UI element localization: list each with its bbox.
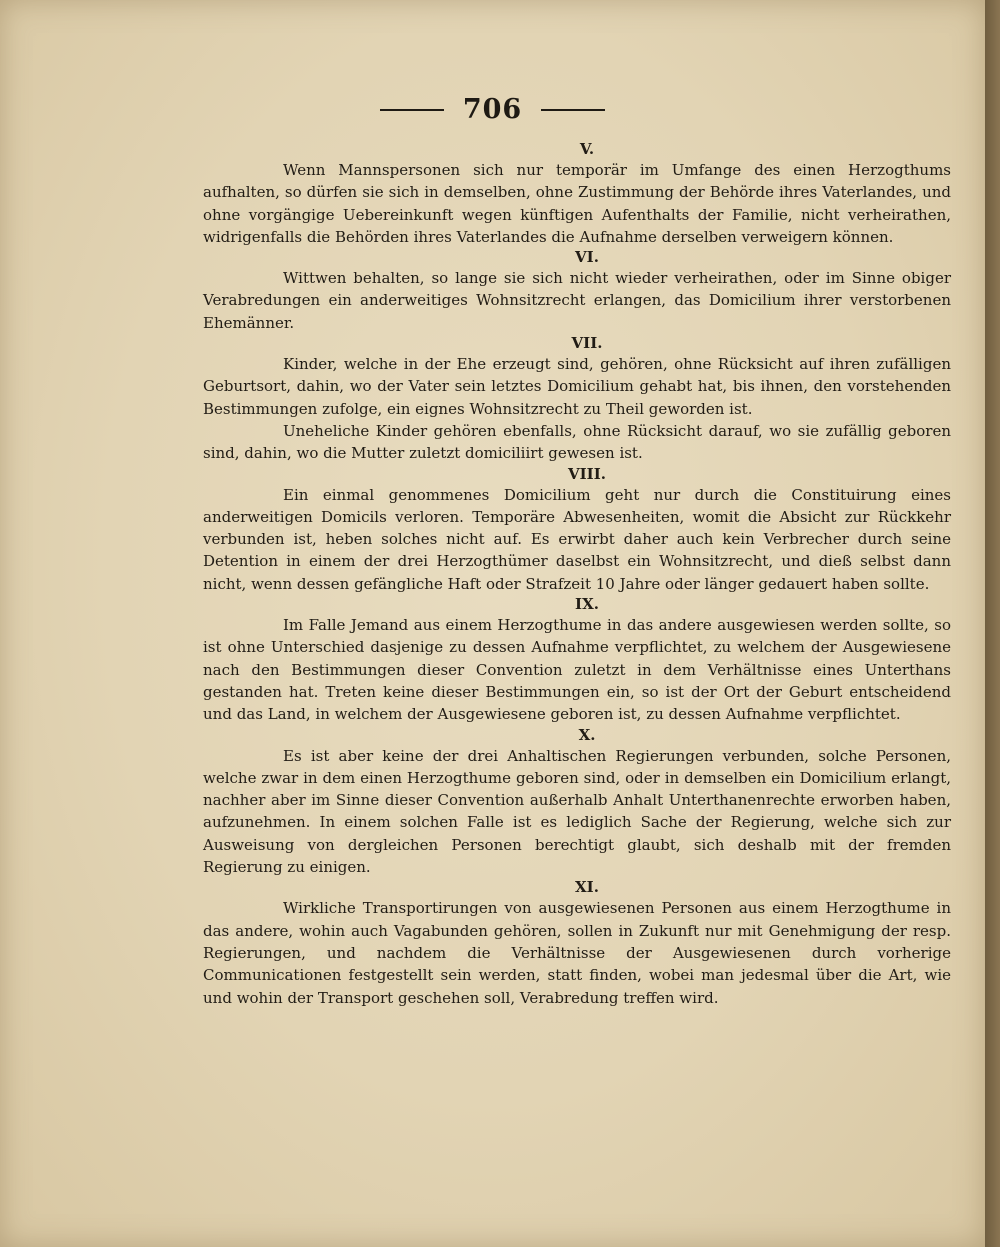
header-rule-left: [380, 109, 444, 111]
paragraph: Wenn Mannspersonen sich nur temporär im Umfange des einen Herzogthums aufhalten, so dürfen sie sich in demselben, ohne Zustimmung der Behörde ihres Vaterlandes, und ohne vorgängige Uebereinkunft wegen künftigen Aufenthalts der Familie, nicht verheirathen, widrigenfalls die Behörden ihres Vaterlandes die Aufnahme derselben verweigern können.: [203, 161, 951, 246]
section-5: [203, 140, 951, 248]
paragraph: Wittwen behalten, so lange sie sich nicht wieder verheirathen, oder im Sinne obiger Verabredungen ein anderweitiges Wohnsitzrecht erlangen, das Domicilium ihrer verstorbenen Ehemänner.: [203, 269, 951, 332]
section-heading: VII.: [571, 334, 603, 353]
page-header: [0, 94, 985, 125]
paragraph: Es ist aber keine der drei Anhaltischen Regierungen verbunden, solche Personen, welche zwar in dem einen Herzogthume geboren sind, oder in demselben ein Domicilium erlangt, nachher aber im Sinne dieser Convention außerhalb Anhalt Unterthanenrechte erworben haben, aufzunehmen. In einem solchen Falle ist es lediglich Sache der Regierung, welche sich zur Ausweisung von dergleichen Personen berechtigt glaubt, sich deshalb mit der fremden Regierung zu einigen.: [203, 746, 951, 877]
paragraph: Wirkliche Transportirungen von ausgewiesenen Personen aus einem Herzogthume in das andere, wohin auch Vagabunden gehören, sollen in Zukunft nur mit Genehmigung der resp. Regierungen, und nachdem die Verhältnisse der Ausgewiesenen durch vorherige Communicationen festgestellt sein werden, statt finden, wobei man jedesmal über die Art, wie und wohin der Transport geschehen soll, Verabredung treffen wird.: [203, 899, 951, 1007]
section-heading: V.: [579, 140, 595, 158]
book-edge: [985, 0, 1000, 1247]
header-rule-right: [541, 109, 605, 111]
paragraph: Ein einmal genommenes Domicilium geht nur durch die Constituirung eines anderweitigen Domicils verloren. Temporäre Abwesenheiten, womit die Absicht zur Rückkehr verbunden ist, heben solches nicht auf. Es erwirbt daher auch kein Verbrecher durch seine Detention in einem der drei Herzogthümer daselbst ein Wohnsitzrecht, und dieß selbst dann nicht, wenn dessen gefängliche Haft oder Strafzeit 10 Jahre oder länger gedauert haben sollte.: [203, 485, 951, 593]
section-11: [203, 878, 951, 1008]
section-heading: VIII.: [568, 464, 606, 483]
section-7: [203, 334, 951, 464]
section-heading: VI.: [575, 248, 599, 267]
section-8: [203, 465, 951, 595]
section-heading: IX.: [575, 595, 599, 614]
page-body: [203, 140, 951, 1009]
section-6: [203, 248, 951, 334]
section-heading: XI.: [575, 878, 599, 897]
paragraph: Kinder, welche in der Ehe erzeugt sind, gehören, ohne Rücksicht auf ihren zufälligen Geburtsort, dahin, wo der Vater sein letztes Domicilium gehabt hat, bis ihnen, den vorstehenden Bestimmungen zufolge, ein eignes Wohnsitzrecht zu Theil geworden ist.: [203, 355, 951, 418]
paragraph: Im Falle Jemand aus einem Herzogthume in das andere ausgewiesen werden sollte, so ist ohne Unterschied dasjenige zu dessen Aufnahme verpflichtet, zu welchem der Ausgewiesene nach den Bestimmungen dieser Convention zuletzt in dem Verhältnisse eines Unterthans gestanden hat. Treten keine dieser Bestimmungen ein, so ist der Ort der Geburt entscheidend und das Land, in welchem der Ausgewiesene geboren ist, zu dessen Aufnahme verpflichtet.: [203, 616, 951, 724]
section-9: [203, 595, 951, 725]
section-10: [203, 726, 951, 879]
paragraph: Uneheliche Kinder gehören ebenfalls, ohne Rücksicht darauf, wo sie zufällig geboren sind, dahin, wo die Mutter zuletzt domiciliirt gewesen ist.: [203, 421, 951, 463]
section-heading: X.: [578, 725, 596, 744]
page-number: 706: [462, 94, 523, 125]
